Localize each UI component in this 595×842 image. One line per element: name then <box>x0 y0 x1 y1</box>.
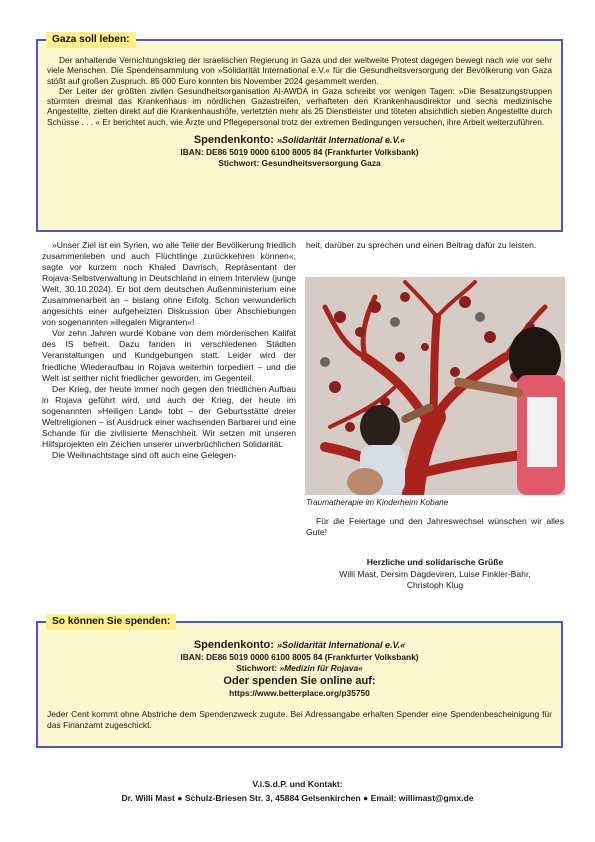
article-left-column <box>42 240 296 461</box>
greeting-title: Herzliche und solidarische Grüße <box>366 557 504 567</box>
photo-caption: Traumatherapie im Kinderheim Kobane <box>306 498 449 507</box>
article-paragraph: »Unser Ziel ist ein Syrien, wo alle Teile der Bevölkerung friedlich zusammenleben und auch Flüchtlinge zurückkehren können«, sagte vor kurzem noch Khaled Davrisch, Repräsentant der Rojava-Selbstverwaltung in Deutschland in einem Interview (junge Welt, 30.10.2024). Er bot dem deutschen Außenministerium eine Zusammenarbeit an – bislang ohne Erfolg. Schon verwunderlich angesichts einer aufgeheizten Diskussion über Abschiebungen von sogenannten »illegalen Migranten«! <box>42 240 296 328</box>
donation-info-box <box>36 616 563 748</box>
gaza-konto-name: »Solidarität International e.V.« <box>276 135 406 146</box>
article-continuation-text: heit, darüber zu sprechen und einen Beitrag dafür zu leisten. <box>306 240 537 250</box>
gaza-konto-block <box>47 134 552 168</box>
gaza-box-tag: Gaza soll leben: <box>46 32 136 48</box>
article-paragraph: Die Weihnachtstage sind oft auch eine Gelegen- <box>52 449 237 460</box>
gaza-stichwort: Stichwort: Gesundheitsversorgung Gaza <box>218 157 381 168</box>
gaza-konto-label: Spendenkonto: <box>193 134 274 147</box>
gaza-paragraph-1: Der anhaltende Vernichtungskrieg der israelischen Regierung in Gaza und der weltweite Protest dagegen bewegt nach wie vor sehr viele Menschen. Die Spendensammlung von »Solidarität International e.V.« für die Gesundheitsversorgung der Bevölkerung von Gaza stößt auf großen Zuspruch. 85 000 Euro konnten bis November 2024 gesammelt werden. <box>47 55 552 86</box>
gaza-info-box <box>36 34 563 232</box>
footer-line-1: V.i.S.d.P. und Kontakt: <box>252 779 343 789</box>
gaza-paragraph-2: Der Leiter der größten zivilen Gesundheitsorganisation Al-AWDA in Gaza schreibt vor wenigen Tagen: »Die Besatzungstruppen stürmten dreimal das Krankenhaus im nördlichen Gazastreifen, verhafteten den Krankenhausdirektor und sechs medizinische Angestellte, zielten direkt auf die Krankenhaushöfe, verletzten mehr als 25 Dienstleister und töteten absichtlich sieben Angestellte durch Schüsse . . . « Er berichtet auch, wie Ärzte und Pflegepersonal trotz der extremen Bedingungen versuchen, ihre Arbeit weiterzuführen. <box>47 85 552 127</box>
footer-contact <box>0 777 595 805</box>
photo-handprint-tree <box>305 277 565 495</box>
donation-note: Jeder Cent kommt ohne Abstriche dem Spendenzweck zugute. Bei Adressangabe erhalten Spender eine Spendenbescheinigung für das Finanzamt zugeschickt. <box>47 708 552 730</box>
donation-online-url[interactable]: https://www.betterplace.org/p35750 <box>229 688 370 698</box>
donation-konto-block <box>47 639 552 699</box>
greeting-block <box>306 557 564 592</box>
donation-konto-label: Spendenkonto: <box>193 639 274 651</box>
article-right-continuation <box>306 240 564 251</box>
footer-line-2: Dr. Willi Mast ● Schulz-Briesen Str. 3, 45884 Gelsenkirchen ● Email: willimast@gmx.de <box>121 793 474 803</box>
article-paragraph: Vor zehn Jahren wurde Kobane von dem mörderischen Kalifat des IS befreit. Dazu fanden in verschiedenen Städten Veranstaltungen und Kundgebungen statt. Leider wird der friedliche Wiederaufbau in Rojava weiterhin torpediert – und die Welt ist seither nicht friedlicher geworden, im Gegenteil. <box>42 328 296 383</box>
donation-konto-name: »Solidarität International e.V.« <box>276 640 406 650</box>
greeting-signers: Willi Mast, Dersim Dagdeviren, Luise Finkler-Bahr, Christoph Klug <box>339 568 531 590</box>
donation-iban: IBAN: DE86 5019 0000 6100 8005 84 (Frankfurter Volksbank) <box>180 652 419 662</box>
gaza-iban: IBAN: DE86 5019 0000 6100 8005 84 (Frankfurter Volksbank) <box>180 147 419 158</box>
donation-online-title: Oder spenden Sie online auf: <box>223 675 376 687</box>
donation-box-tag: So können Sie spenden: <box>46 614 176 630</box>
holiday-text: Für die Feiertage und den Jahreswechsel wünschen wir alles Gute! <box>306 516 564 537</box>
photo-illustration <box>305 277 565 495</box>
donation-stichwort-label: Stichwort: <box>236 662 278 673</box>
donation-stichwort-value: »Medizin für Rojava« <box>279 662 363 673</box>
article-paragraph: Der Krieg, der heute immer noch gegen den friedlichen Aufbau in Rojava geführt wird, und auch der Krieg, der heute im sogenannten »Heiligen Land« tobt – der Geburtsstätte dreier Weltreligionen – ist Ausdruck einer wachsenden Barbarei und eine Schande für die zivilisierte Menschheit. Wir setzen mit unseren Hilfsprojekten ein Zeichen unserer unverbrüchlichen Solidarität. <box>42 383 296 449</box>
holiday-wishes <box>306 516 564 538</box>
